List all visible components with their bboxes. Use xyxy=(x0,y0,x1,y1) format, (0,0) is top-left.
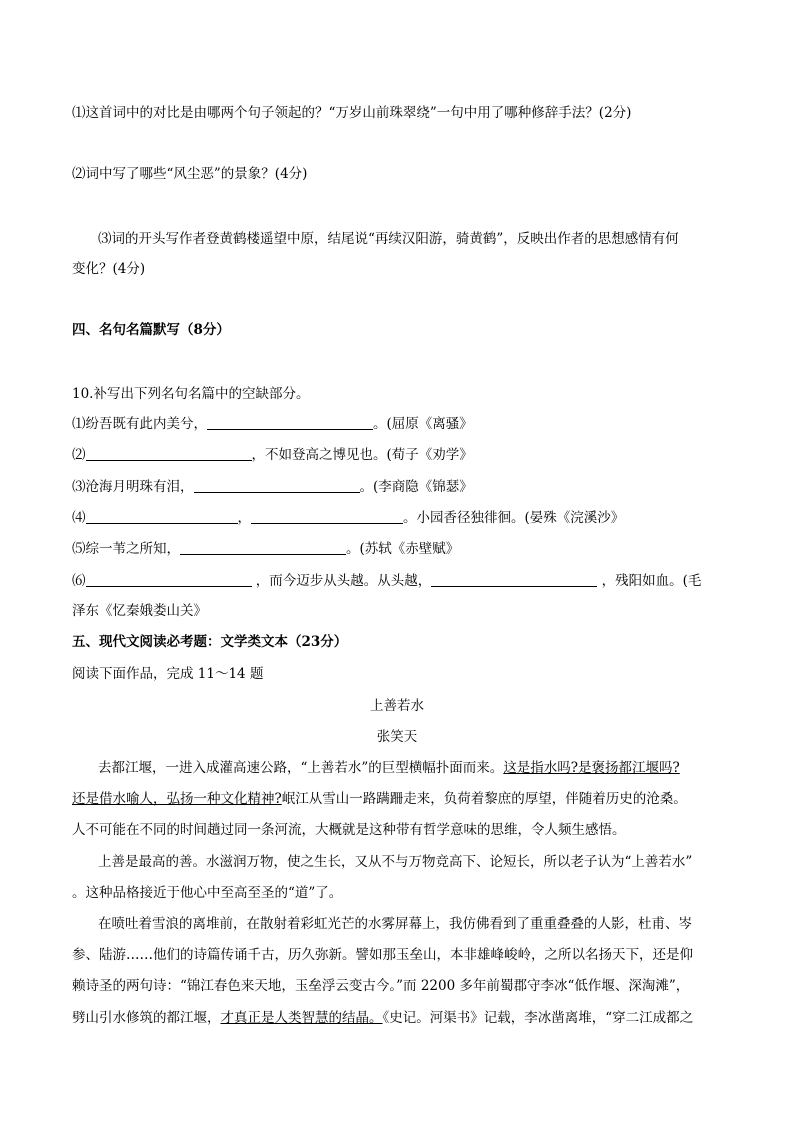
fill-item-1 xyxy=(72,414,473,434)
paragraph-3-line-1: 在喷吐着雪浪的离堆前，在散射着彩虹光芒的水雾屏幕上，我仿佛看到了重重叠叠的人影，杜甫、岑 xyxy=(98,916,692,932)
text-run: 劈山引水修筑的都江堰， xyxy=(72,1010,221,1026)
answer-blank[interactable] xyxy=(431,572,597,587)
answer-blank[interactable] xyxy=(86,446,252,461)
article-author: 张笑天 xyxy=(376,729,418,745)
section4-heading: 四、名句名篇默写（8分） xyxy=(72,322,230,338)
q9-sub1: ⑴这首词中的对比是由哪两个句子领起的？“万岁山前珠翠绕”一句中用了哪种修辞手法？(2分) xyxy=(72,105,632,121)
fill-item-text: ⑶沧海月明珠有泪， xyxy=(72,479,194,495)
q10-intro: 10.补写出下列名句名篇中的空缺部分。 xyxy=(72,386,310,402)
q9-sub2: ⑵词中写了哪些“风尘恶”的景象？(4分) xyxy=(72,166,308,182)
q9-sub3-line1: ⑶词的开头写作者登黄鹤楼遥望中原，结尾说“再续汉阳游，骑黄鹤”，反映出作者的思想感情有何 xyxy=(98,231,679,247)
underlined-text: 这是指水吗?是褒扬都江堰吗? xyxy=(503,760,680,776)
fill-item-3 xyxy=(72,477,473,497)
answer-blank[interactable] xyxy=(207,415,373,430)
paragraph-3-line-4 xyxy=(72,1008,693,1028)
underlined-text: 才真正是人类智慧的结晶。 xyxy=(220,1010,383,1026)
text-run: 《史记。河渠书》记载，李冰凿离堆，“穿二江成都之 xyxy=(382,1010,694,1026)
paragraph-3-line-3: 赖诗圣的两句诗：“锦江春色来天地，玉垒浮云变古今。”而 2200 多年前蜀郡守李冰“低作堰、深淘滩”， xyxy=(72,978,690,994)
fill-item-6 xyxy=(72,571,701,591)
fill-item-source: 。(李商隐《锦瑟》 xyxy=(359,479,473,495)
paragraph-1-line-1 xyxy=(98,758,680,778)
text-run: 岷江从雪山一路蹒跚走来，负荷着黎庶的厚望，伴随着历史的沧桑。 xyxy=(281,791,687,807)
underlined-text: 还是借水喻人，弘扬一种文化精神? xyxy=(72,791,282,807)
fill-item-text: ⑸综一苇之所知， xyxy=(72,541,180,557)
fill-item-text: ⑷ xyxy=(72,510,86,526)
answer-blank[interactable] xyxy=(180,540,346,555)
fill-item-source: ，不如登高之博见也。(荀子《劝学》 xyxy=(251,447,473,463)
paragraph-1-line-3: 人不可能在不同的时间趟过同一条河流，大概就是这种带有哲学意味的思维，令人频生感悟。 xyxy=(72,822,626,838)
article-title: 上善若水 xyxy=(370,698,424,714)
fill-item-text: ， xyxy=(237,510,251,526)
answer-blank[interactable] xyxy=(251,509,403,524)
paragraph-3-line-2: 参、陆游……他们的诗篇传诵千古，历久弥新。譬如那玉垒山，本非雄峰峻岭，之所以名扬天下，还是仰 xyxy=(72,947,693,963)
fill-item-source: 。小园香径独徘徊。(晏殊《浣溪沙》 xyxy=(403,510,625,526)
answer-blank[interactable] xyxy=(86,572,252,587)
fill-item-source: 。(苏轼《赤壁赋》 xyxy=(346,541,460,557)
q9-sub3-line2: 变化？(4分) xyxy=(72,261,146,277)
fill-item-5 xyxy=(72,539,459,559)
reading-instruction: 阅读下面作品，完成 11～14 题 xyxy=(72,666,264,682)
paragraph-2-line-1: 上善是最高的善。水滋润万物，使之生长，又从不与万物竞高下、论短长，所以老子认为“上善若水” xyxy=(98,854,693,870)
paragraph-1-line-2 xyxy=(72,789,687,809)
fill-item-text: ⑴纷吾既有此内美兮， xyxy=(72,416,207,432)
answer-blank[interactable] xyxy=(86,509,238,524)
fill-item-4 xyxy=(72,508,624,528)
fill-item-2 xyxy=(72,445,473,465)
fill-item-text: ⑹ xyxy=(72,573,86,589)
fill-item-source: ，残阳如血。(毛 xyxy=(597,573,702,589)
text-run: 去都江堰，一进入成灌高速公路，“上善若水”的巨型横幅扑面而来。 xyxy=(98,760,504,776)
paragraph-2-line-2: 。这种品格接近于他心中至高至圣的“道”了。 xyxy=(72,885,343,901)
fill-item-text: ⑵ xyxy=(72,447,86,463)
fill-item-text: ，而今迈步从头越。从头越， xyxy=(251,573,432,589)
fill-item-source: 。(屈原《离骚》 xyxy=(373,416,473,432)
section5-heading: 五、现代文阅读必考题：文学类文本（23分） xyxy=(72,634,348,650)
fill-item-6-cont: 泽东《忆秦娥娄山关》 xyxy=(72,603,207,619)
answer-blank[interactable] xyxy=(194,478,360,493)
